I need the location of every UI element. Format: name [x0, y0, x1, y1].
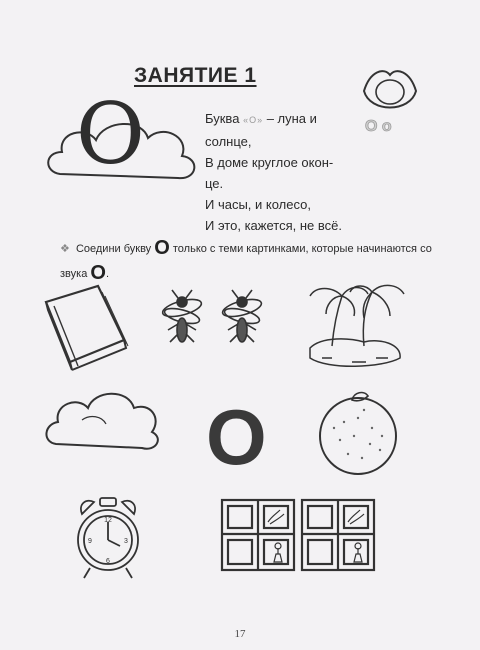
wasp-icon [148, 290, 278, 350]
poem-line-6: И это, кажется, не всё. [205, 218, 342, 233]
svg-text:12: 12 [104, 517, 112, 524]
task-line2-letter: О [90, 262, 106, 284]
poem-line-1-end: – луна и [266, 111, 317, 126]
alarm-clock-icon [68, 490, 148, 585]
poem [205, 108, 342, 236]
svg-text:3: 3 [124, 538, 128, 545]
poem-line-2: солнце, [205, 134, 252, 149]
poem-symbol: «О» [243, 115, 264, 125]
island-icon [302, 278, 412, 373]
big-letter-o: О [76, 85, 145, 183]
page-number: 17 [234, 628, 246, 640]
book-icon [40, 282, 130, 372]
task-letter: О [154, 237, 170, 259]
orange-icon [314, 388, 404, 478]
poem-line-4: це. [205, 176, 224, 191]
lesson-title: ЗАНЯТИЕ 1 [134, 64, 257, 87]
task-line2-end: . [105, 268, 110, 280]
poem-line-1-start: Буква [205, 111, 240, 126]
cloud-icon [42, 380, 162, 455]
lips-icon [360, 65, 420, 120]
task-text-start: Соедини букву [75, 243, 152, 255]
bullet-icon: ❖ [60, 243, 70, 255]
poem-line-3: В доме круглое окон- [205, 155, 334, 170]
poem-line-1 [205, 108, 342, 131]
svg-text:9: 9 [88, 538, 92, 545]
task-text-end: только с теми картинками, которые начинаются со [172, 243, 432, 255]
small-letters: О о [365, 118, 392, 135]
task-line2-start: звука [60, 268, 88, 280]
svg-text:6: 6 [106, 558, 110, 565]
window-icon [218, 496, 378, 576]
poem-line-5: И часы, и колесо, [205, 197, 311, 212]
center-letter-o: О [206, 393, 267, 481]
